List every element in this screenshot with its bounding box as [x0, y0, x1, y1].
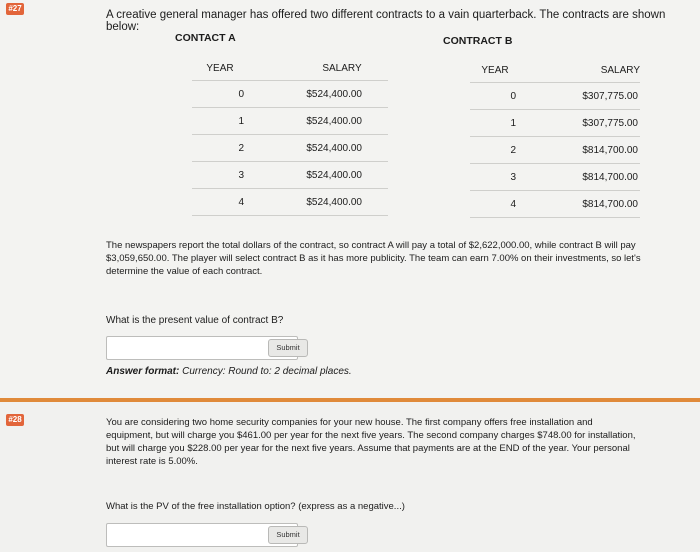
question-paragraph: You are considering two home security companies for your new house. The first company offers free installation and equipment, but will charge you $461.00 per year for the next five years. The second company charges $748.00 for installation, but will charge you $228.00 per year for the next five years. Assume that payments are at the END of the year. Your personal interest rate is 5.00%.: [106, 417, 636, 467]
question-text: What is the PV of the free installation option? (express as a negative...): [106, 501, 405, 512]
salary-cell: $524,400.00: [248, 162, 388, 189]
year-cell: 0: [192, 81, 248, 108]
year-cell: 4: [192, 189, 248, 216]
column-header-salary: SALARY: [248, 56, 388, 81]
question-number-badge: #28: [6, 414, 24, 426]
year-cell: 2: [470, 137, 520, 164]
table-row: [192, 189, 388, 216]
salary-cell: $814,700.00: [520, 164, 640, 191]
contract-b-table: [470, 58, 640, 218]
table-row: [470, 164, 640, 191]
question-prompt: A creative general manager has offered two different contracts to a vain quarterback. The contracts are shown below:: [106, 9, 666, 33]
salary-cell: $307,775.00: [520, 83, 640, 110]
table-row: [192, 81, 388, 108]
question-28-panel: [0, 402, 700, 552]
contract-b-caption: CONTRACT B: [443, 35, 513, 47]
salary-cell: $307,775.00: [520, 110, 640, 137]
year-cell: 1: [192, 108, 248, 135]
table-row: [470, 83, 640, 110]
year-cell: 2: [192, 135, 248, 162]
answer-format-text: Currency: Round to: 2 decimal places.: [182, 366, 352, 377]
table-row: [470, 191, 640, 218]
column-header-salary: SALARY: [520, 58, 640, 83]
submit-button[interactable]: Submit: [268, 526, 308, 544]
salary-cell: $814,700.00: [520, 137, 640, 164]
submit-button[interactable]: Submit: [268, 339, 308, 357]
question-paragraph: The newspapers report the total dollars of the contract, so contract A will pay a total of $2,622,000.00, while contract B will pay $3,059,650.00. The player will select contract B as it has more publicity. The team can earn 7.00% on their investments, so let's determine the value of each contract.: [106, 240, 641, 277]
year-cell: 0: [470, 83, 520, 110]
answer-format-label: Answer format:: [106, 366, 180, 377]
year-cell: 3: [192, 162, 248, 189]
column-header-year: YEAR: [470, 58, 520, 83]
answer-format-note: [106, 366, 352, 377]
salary-cell: $524,400.00: [248, 108, 388, 135]
salary-cell: $524,400.00: [248, 189, 388, 216]
table-row: [192, 135, 388, 162]
question-text: What is the present value of contract B?: [106, 315, 284, 326]
question-number-badge: #27: [6, 3, 24, 15]
contract-a-caption: CONTACT A: [175, 32, 236, 44]
contract-a-table: [192, 56, 388, 216]
table-row: [470, 137, 640, 164]
salary-cell: $524,400.00: [248, 81, 388, 108]
table-row: [470, 110, 640, 137]
salary-cell: $524,400.00: [248, 135, 388, 162]
year-cell: 4: [470, 191, 520, 218]
salary-cell: $814,700.00: [520, 191, 640, 218]
table-row: [192, 108, 388, 135]
table-row: [192, 162, 388, 189]
year-cell: 1: [470, 110, 520, 137]
year-cell: 3: [470, 164, 520, 191]
column-header-year: YEAR: [192, 56, 248, 81]
